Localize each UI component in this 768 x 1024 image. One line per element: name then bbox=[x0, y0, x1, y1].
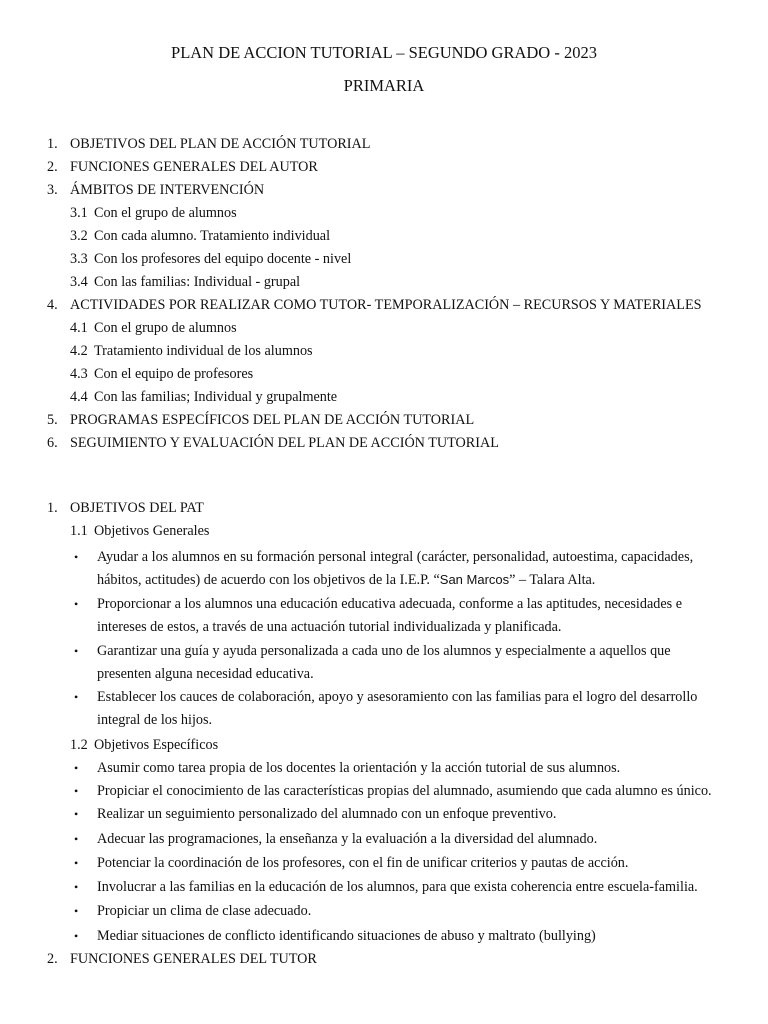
bullet-icon: • bbox=[74, 784, 79, 798]
bullet-icon: • bbox=[74, 690, 79, 704]
bullet-icon: • bbox=[74, 761, 79, 775]
bullet-icon: • bbox=[74, 880, 79, 894]
bullet-icon: • bbox=[74, 929, 79, 943]
bullet-icon: • bbox=[74, 550, 79, 564]
document-page: PLAN DE ACCION TUTORIAL – SEGUNDO GRADO - 2023 PRIMARIA 1. OBJETIVOS DEL PLAN DE ACCIÓN TUTORIAL 2. FUNCIONES GENERALES DEL AUTOR 3. ÁMBITOS DE INTERVENCIÓN 3.1 Con el grupo de alumnos 3.2 Con cada alumno. Tratamiento individual 3.3 Con los profesores del equipo docente - nivel 3.4 Con las familias: Individual - grupal 4. ACTIVIDADES POR REALIZAR COMO TUTOR- TEMPORALIZACIÓN – RECURSOS Y MATERIALES 4.1 Con el grupo de alumnos 4.2 Tratamiento individual de los alumnos 4.3 Con el equipo de profesores 4.4 Con las familias; Individual y grupalmente 5. PROGRAMAS ESPECÍFICOS DEL PLAN DE ACCIÓN TUTORIAL 6. SEGUIMIENTO Y EVALUACIÓN DEL PLAN DE ACCIÓN TUTORIAL 1. OBJETIVOS DEL PAT 1.1 Objetivos Generales • Ayudar a los alumnos en su formación personal integral (carácter, personalidad, autoestima, capacidades, hábitos, actitudes) de acuerdo con los objetivos de la I.E.P. “San Marcos” – Talara Alta. • Proporcionar a los alumnos una educación educativa adecuada, conforme a las aptitudes, necesidades e intereses de estos, a través de una actuación tutorial individualizada y planificada. • Garantizar una guía y ayuda personalizada a cada uno de los alumnos y especialmente a aquellos que presenten alguna necesidad educativa. • Establecer los cauces de colaboración, apoyo y asesoramiento con las familias para el logro del desarrollo integral de los hijos. 1.2 Objetivos Específicos • Asumir como tarea propia de los docentes la orientación y la acción tutorial de sus alumnos. • Propiciar el conocimiento de las características propias del alumnado, asumiendo que cada alumno es único. • Realizar un seguimiento personalizado del alumnado con un enfoque preventivo. • Adecuar las programaciones, la enseñanza y la evaluación a la diversidad del alumnado. • Potenciar la coordinación de los profesores, con el fin de unificar criterios y pautas de acción. • Involucrar a las familias en la educación de los alumnos, para que exista coherencia entre escuela-familia. • Propiciar un clima de clase adecuado. • Mediar situaciones de conflicto identificando situaciones de abuso y maltrato (bullying) 2. FUNCIONES GENERALES DEL TUTOR bbox=[0, 0, 768, 1024]
document-title: PLAN DE ACCION TUTORIAL – SEGUNDO GRADO - 2023 bbox=[171, 43, 597, 62]
bullet-icon: • bbox=[74, 597, 79, 611]
bullet-icon: • bbox=[74, 644, 79, 658]
bullet-icon: • bbox=[74, 856, 79, 870]
bullet-icon: • bbox=[74, 904, 79, 918]
bullet-icon: • bbox=[74, 832, 79, 846]
bullet-icon: • bbox=[74, 807, 79, 821]
document-subtitle: PRIMARIA bbox=[343, 76, 425, 95]
